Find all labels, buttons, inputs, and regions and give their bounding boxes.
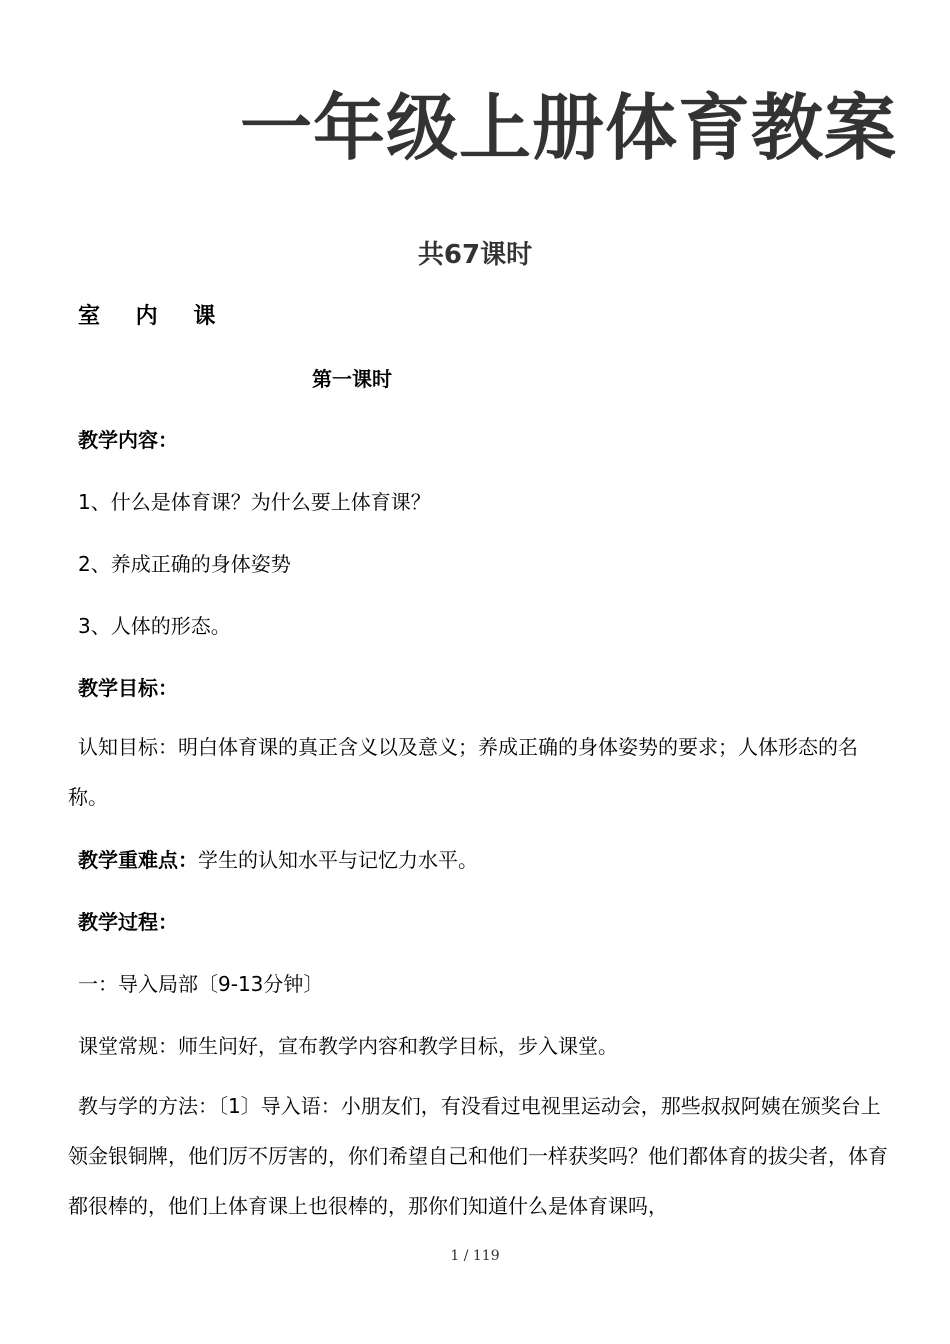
page-indicator: 1 / 119 [450,1248,500,1264]
lesson-count-text: 共67课时 [417,240,533,270]
method-paragraph: 教与学的方法：〔1〕导入语：小朋友们，有没看过电视里运动会，那些叔叔阿姨在颁奖台上领金银铜牌，他们厉不厉害的，你们希望自己和他们一样获奖吗？他们都体育的拔尖者，体育都很棒的，他们上体育课上也很棒的，那你们知道什么是体育课吗， [68,1094,888,1218]
lesson-count [0,238,950,272]
intro-part: 一：导入局部〔9-13分钟〕 [78,972,324,996]
difficulty-label: 教学重难点： [78,848,198,872]
content-item: 3、人体的形态。 [78,614,231,638]
difficulty-paragraph [78,846,478,874]
difficulty-text: 学生的认知水平与记忆力水平。 [198,848,478,872]
routine-paragraph: 课堂常规：师生问好，宣布教学内容和教学目标，步入课堂。 [78,1034,618,1058]
document-title: 一年级上册体育教案 [240,86,898,170]
content-item: 2、养成正确的身体姿势 [78,552,291,576]
section-label: 室 内 课 [78,304,230,329]
goal-heading: 教学目标： [78,676,178,700]
content-heading: 教学内容： [78,428,178,452]
goal-paragraph: 认知目标：明白体育课的真正含义以及意义；养成正确的身体姿势的要求；人体形态的名称。 [68,735,858,809]
content-item: 1、什么是体育课？为什么要上体育课？ [78,490,431,514]
lesson-heading: 第一课时 [312,367,392,391]
process-heading: 教学过程： [78,910,178,934]
